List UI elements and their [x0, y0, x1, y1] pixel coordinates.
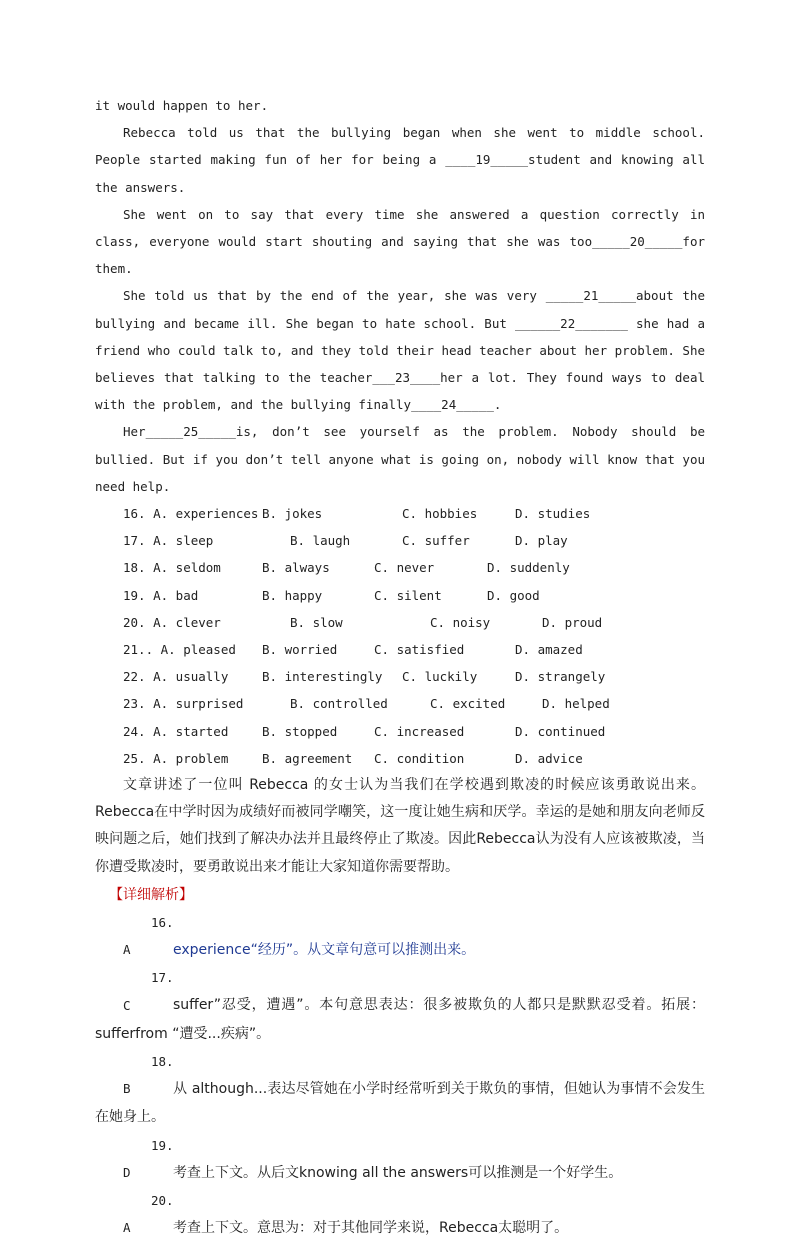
analysis-list [95, 909, 705, 1242]
option-row [95, 582, 705, 609]
option-a: 16. A. experiences [123, 506, 259, 522]
option-row [95, 745, 705, 772]
option-a: 20. A. clever [123, 614, 221, 630]
document-page [95, 92, 705, 1242]
analysis-item [95, 1048, 705, 1132]
option-a: 25. A. problem [123, 750, 229, 766]
passage-line: it would happen to her. [95, 98, 269, 113]
analysis-answer: 17. C [123, 970, 174, 1013]
option-d: D. good [487, 587, 540, 603]
option-c: C. noisy [430, 614, 491, 630]
passage-paragraph: She told us that by the end of the year, she was very _____21_____about the bullying and became ill. She began to hate school. But ______22_______ she had a friend who could talk to, and they told their head teacher about her problem. She believes that talking to the teacher___23____her a lot. They found ways to deal with the problem, and the bullying finally____24_____. [95, 288, 705, 413]
option-row [95, 636, 705, 663]
option-b: B. controlled [290, 696, 388, 712]
option-row [95, 500, 705, 527]
option-c: C. silent [374, 587, 442, 603]
option-a: 17. A. sleep [123, 533, 214, 549]
option-b: B. worried [262, 641, 338, 657]
option-c: C. never [374, 560, 435, 576]
option-a: 18. A. seldom [123, 560, 221, 576]
analysis-answer: 19. D [123, 1137, 174, 1180]
analysis-text: suffer”忍受，遭遇”。本句意思表达：很多被欺负的人都只是默默忍受着。拓展：sufferfrom “遭受...疾病”。 [95, 997, 705, 1042]
option-b: B. agreement [262, 750, 353, 766]
option-row [95, 663, 705, 690]
option-row [95, 690, 705, 717]
option-d: D. amazed [515, 641, 583, 657]
passage-paragraph: Her_____25_____is, don’t see yourself as the problem. Nobody should be bullied. But if you don’t tell anyone what is going on, nobody will know that you need help. [95, 424, 705, 494]
option-c: C. luckily [402, 669, 478, 685]
option-a: 24. A. started [123, 723, 229, 739]
option-c: C. condition [374, 750, 465, 766]
analysis-text: 考查上下文。意思为：对于其他同学来说，Rebecca太聪明了。 [173, 1220, 569, 1237]
option-row [95, 554, 705, 581]
option-b: B. stopped [262, 723, 338, 739]
option-a: 22. A. usually [123, 669, 229, 685]
option-row [95, 527, 705, 554]
passage-paragraph: She went on to say that every time she answered a question correctly in class, everyone would start shouting and saying that she was too_____20_____for them. [95, 206, 705, 277]
analysis-item [95, 1132, 705, 1187]
analysis-heading-text: 【详细解析】 [109, 886, 193, 903]
option-d: D. proud [542, 614, 603, 630]
option-d: D. continued [515, 723, 606, 739]
option-b: B. laugh [290, 533, 351, 549]
option-a: 19. A. bad [123, 587, 199, 603]
analysis-item [95, 1187, 705, 1242]
option-b: B. always [262, 560, 330, 576]
option-d: D. suddenly [487, 560, 570, 576]
option-d: D. helped [542, 696, 610, 712]
option-d: D. play [515, 533, 568, 549]
option-a: 23. A. surprised [123, 696, 244, 712]
option-b: B. happy [262, 587, 323, 603]
option-d: D. strangely [515, 669, 606, 685]
option-c: C. satisfied [374, 641, 465, 657]
option-a: 21.. A. pleased [123, 641, 236, 657]
option-c: C. excited [430, 696, 506, 712]
option-d: D. studies [515, 506, 591, 522]
analysis-heading [95, 881, 705, 909]
option-c: C. suffer [402, 533, 470, 549]
analysis-item [95, 964, 705, 1048]
analysis-answer: 18. B [123, 1053, 174, 1097]
passage-paragraph: Rebecca told us that the bullying began when she went to middle school. People started making fun of her for being a ____19_____student and knowing all the answers. [95, 125, 705, 195]
option-c: C. increased [374, 723, 465, 739]
analysis-item [95, 909, 705, 964]
option-b: B. jokes [262, 506, 323, 522]
analysis-text: 从 although...表达尽管她在小学时经常听到关于欺负的事情，但她认为事情不会发生在她身上。 [95, 1081, 705, 1126]
analysis-answer: 16. A [123, 914, 174, 958]
option-row [95, 609, 705, 636]
option-b: B. interestingly [262, 669, 383, 685]
option-b: B. slow [290, 614, 343, 630]
analysis-answer: 20. A [123, 1192, 174, 1236]
option-c: C. hobbies [402, 506, 478, 522]
options-list [95, 500, 705, 772]
analysis-text: 考查上下文。从后文knowing all the answers可以推测是一个好学生。 [173, 1164, 623, 1181]
option-d: D. advice [515, 750, 583, 766]
analysis-text: experience“经历”。从文章句意可以推测出来。 [173, 942, 476, 959]
summary-paragraph: 文章讲述了一位叫 Rebecca 的女士认为当我们在学校遇到欺凌的时候应该勇敢说出来。Rebecca在中学时因为成绩好而被同学嘲笑，这一度让她生病和厌学。幸运的是她和朋友向老师反映问题之后，她们找到了解决办法并且最终停止了欺凌。因此Rebecca认为没有人应该被欺凌，当你遭受欺凌时，要勇敢说出来才能让大家知道你需要帮助。 [95, 776, 705, 875]
option-row [95, 718, 705, 745]
